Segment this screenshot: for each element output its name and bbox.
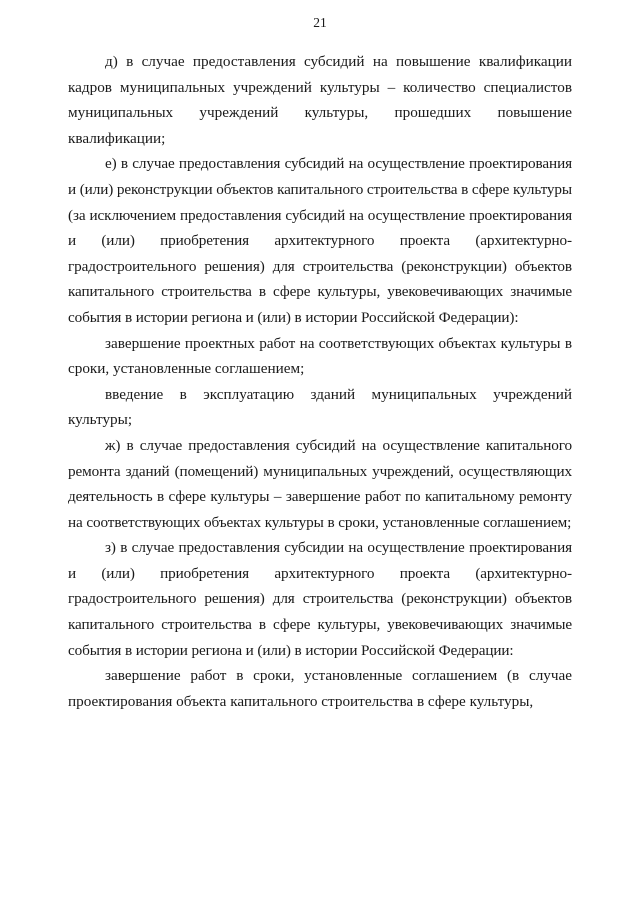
document-body bbox=[68, 49, 572, 714]
paragraph-z: з) в случае предоставления субсидии на осуществление проектирования и (или) приобретения архитектурного проекта (архитектурно-градостроительного решения) для строительства (реконструкции) объектов капитального строительства в сфере культуры, увековечивающих значимые события в истории региона и (или) в истории Российской Федерации: bbox=[68, 539, 572, 659]
page-number: 21 bbox=[313, 15, 327, 30]
paragraph-e: е) в случае предоставления субсидий на осуществление проектирования и (или) реконструкции объектов капитального строительства в сфере культуры (за исключением предоставления субсидий на осуществление проектирования и (или) приобретения архитектурного проекта (архитектурно-градостроительного решения) для строительства (реконструкции) объектов капитального строительства в сфере культуры, увековечивающих значимые события в истории региона и (или) в истории Российской Федерации): bbox=[68, 155, 572, 326]
paragraph-z-item-1: завершение работ в сроки, установленные соглашением (в случае проектирования объекта капитального строительства в сфере культуры, bbox=[68, 667, 572, 710]
paragraph-zh: ж) в случае предоставления субсидий на осуществление капитального ремонта зданий (помещений) муниципальных учреждений, осуществляющих деятельность в сфере культуры – завершение работ по капитальному ремонту на соответствующих объектах культуры в сроки, установленные соглашением; bbox=[68, 436, 572, 531]
paragraph-e-item-1: завершение проектных работ на соответствующих объектах культуры в сроки, установленные соглашением; bbox=[68, 334, 572, 378]
paragraph-d: д) в случае предоставления субсидий на повышение квалификации кадров муниципальных учреждений культуры – количество специалистов муниципальных учреждений культуры, прошедших повышение квалификации; bbox=[68, 53, 572, 147]
paragraph-e-item-2: введение в эксплуатацию зданий муниципальных учреждений культуры; bbox=[68, 385, 572, 429]
